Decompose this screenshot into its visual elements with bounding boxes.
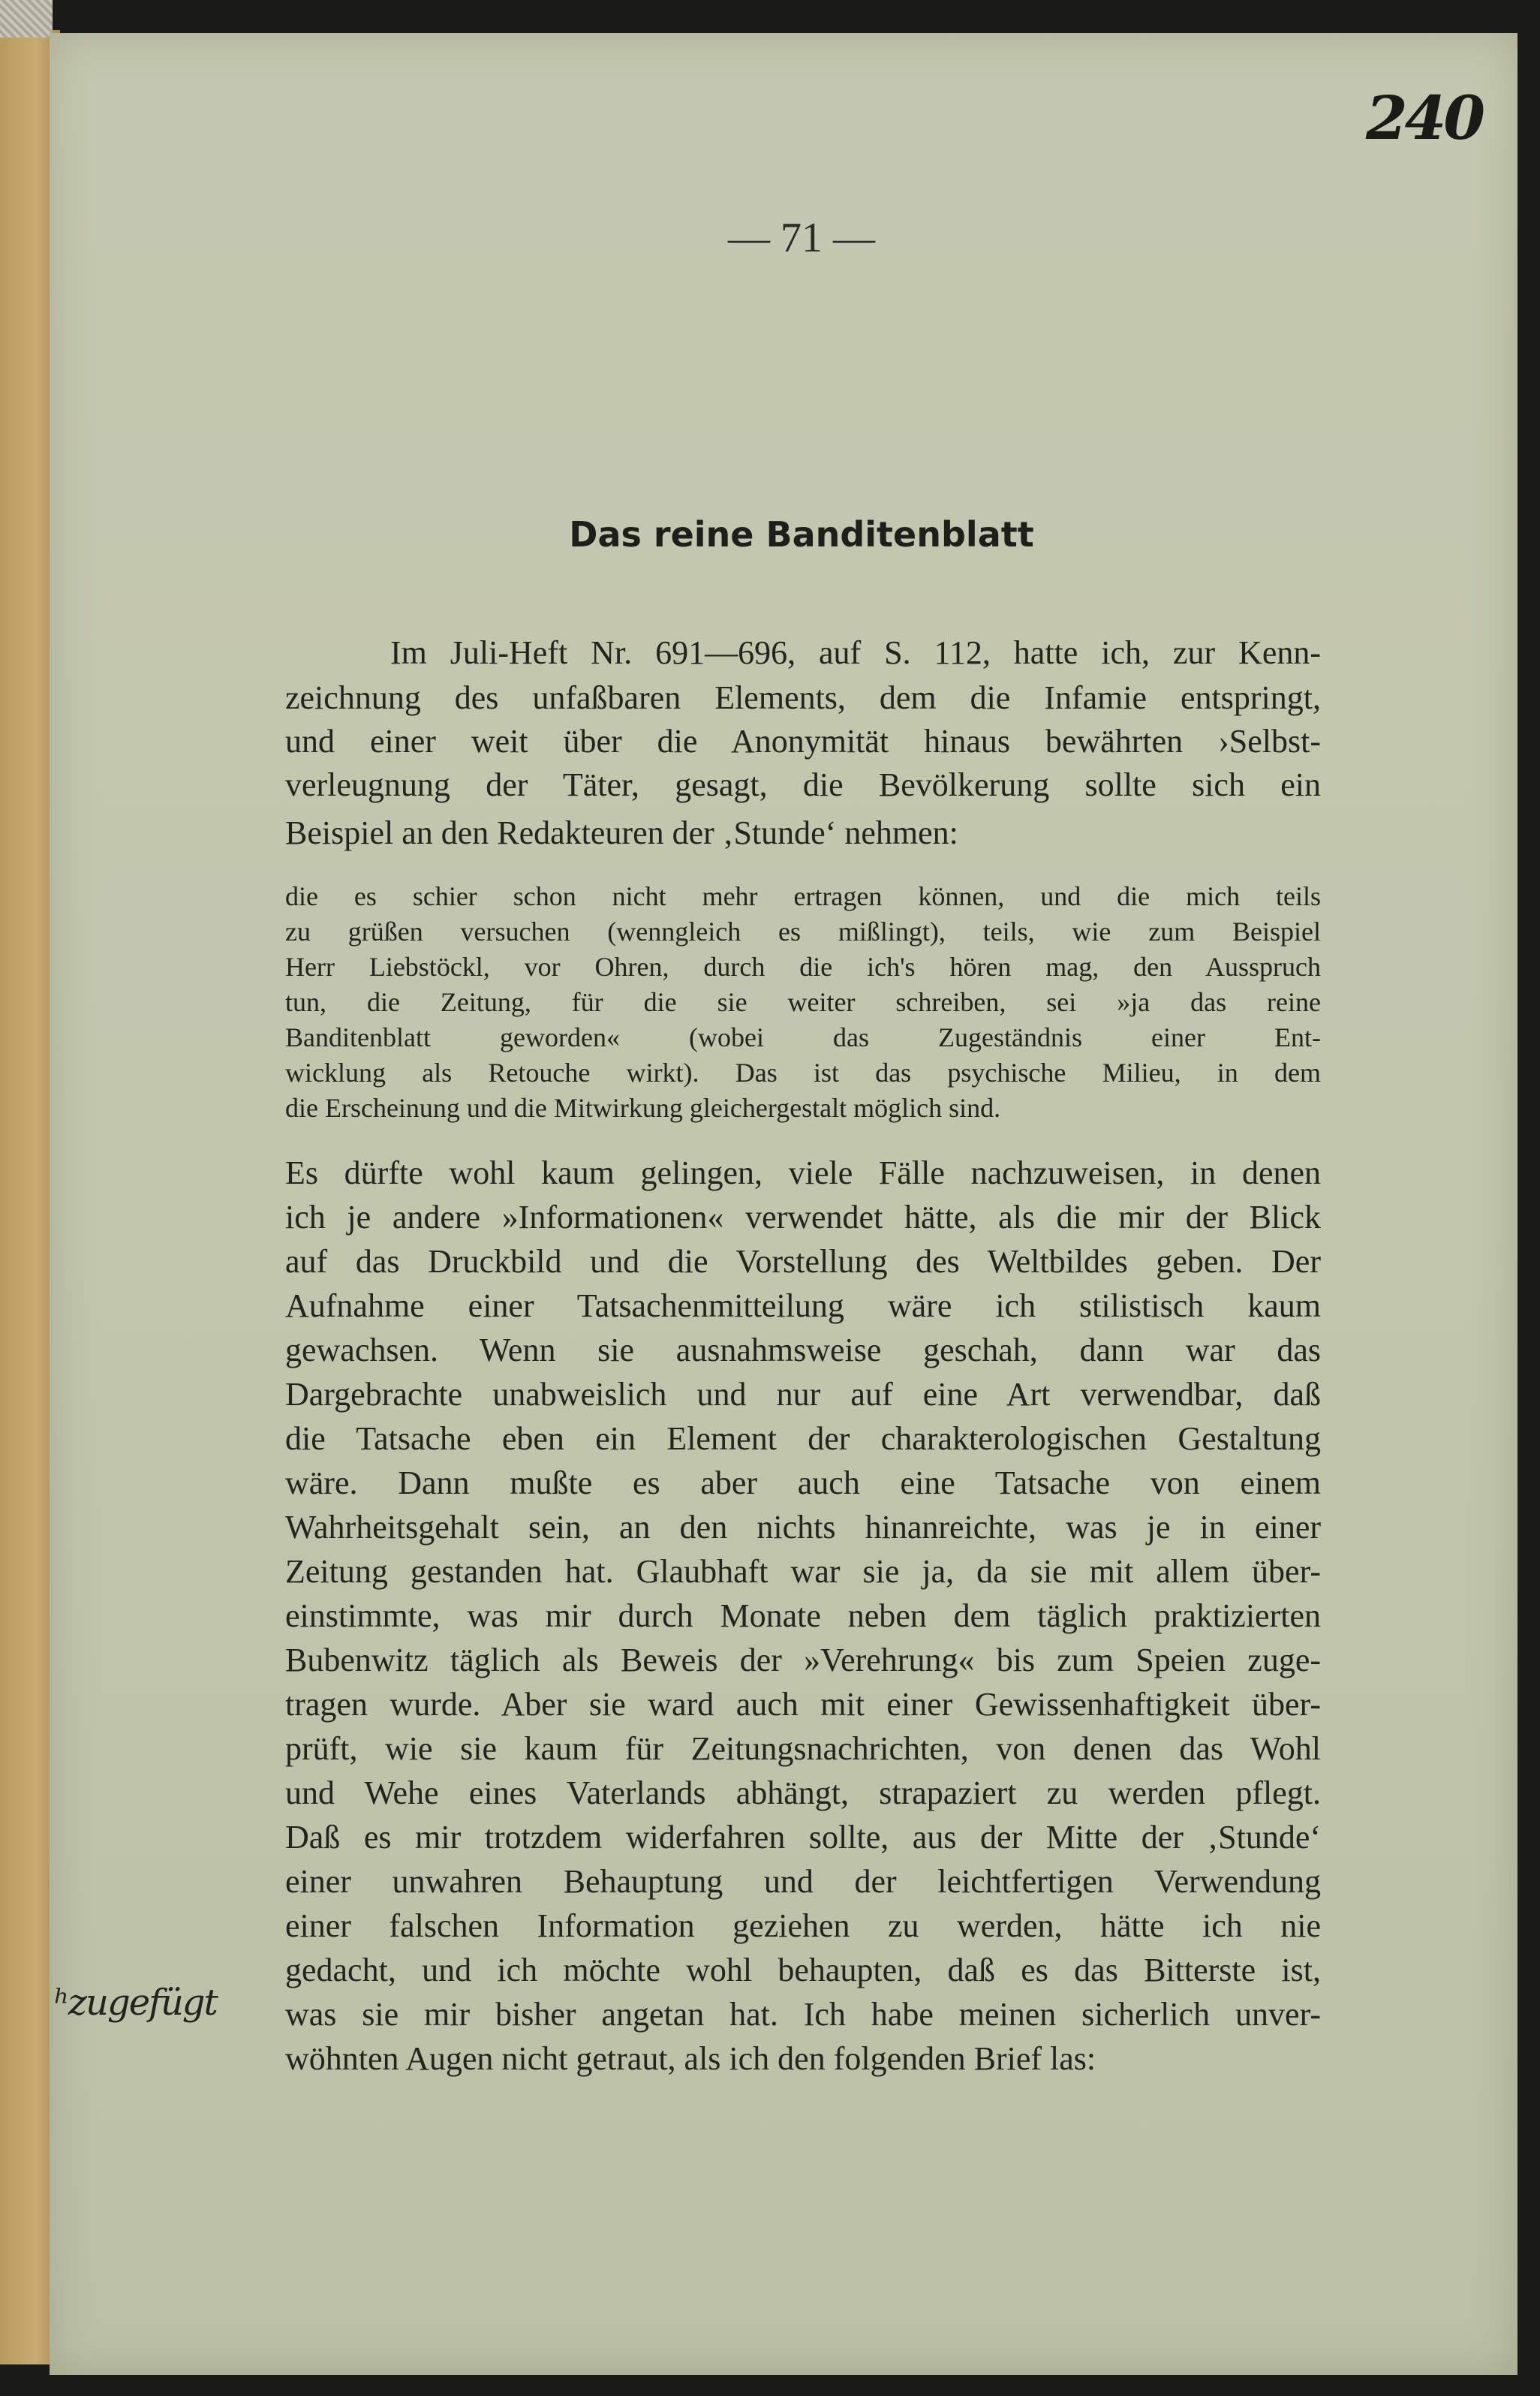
- text-line: und einer weit über die Anonymität hinaus bewährten ›Selbst-: [285, 723, 1321, 760]
- text-line: Es dürfte wohl kaum gelingen, viele Fälle nachzuweisen, in denen: [285, 1154, 1321, 1191]
- text-line: was sie mir bisher angetan hat. Ich habe meinen sicherlich unver-: [285, 1996, 1321, 2033]
- torn-corner: [0, 0, 53, 38]
- text-line: Bubenwitz täglich als Beweis der »Verehrung« bis zum Speien zuge-: [285, 1642, 1321, 1678]
- text-line: Zeitung gestanden hat. Glaubhaft war sie ja, da sie mit allem über-: [285, 1553, 1321, 1590]
- text-line: gedacht, und ich möchte wohl behaupten, daß es das Bitterste ist,: [285, 1952, 1321, 1988]
- text-line: Dargebrachte unabweislich und nur auf eine Art verwendbar, daß: [285, 1376, 1321, 1413]
- quote-line: zu grüßen versuchen (wenngleich es mißlingt), teils, wie zum Beispiel: [285, 917, 1321, 947]
- text-line: Aufnahme einer Tatsachenmitteilung wäre ich stilistisch kaum: [285, 1287, 1321, 1324]
- text-line: Wahrheitsgehalt sein, an den nichts hinanreichte, was je in einer: [285, 1509, 1321, 1546]
- text-line: wöhnten Augen nicht getraut, als ich den folgenden Brief las:: [285, 2040, 1096, 2077]
- quote-line: Banditenblatt geworden« (wobei das Zugeständnis einer Ent-: [285, 1022, 1321, 1052]
- text-line: Daß es mir trotzdem widerfahren sollte, aus der Mitte der ‚Stunde‘: [285, 1819, 1321, 1856]
- folio-number: 240: [1366, 83, 1482, 153]
- article-heading: Das reine Banditenblatt: [569, 514, 1034, 555]
- quote-line: die es schier schon nicht mehr ertragen können, und die mich teils: [285, 881, 1321, 911]
- text-line: einer falschen Information geziehen zu werden, hätte ich nie: [285, 1907, 1321, 1944]
- text-line: Beispiel an den Redakteuren der ‚Stunde‘ nehmen:: [285, 814, 958, 851]
- text-line: tragen wurde. Aber sie ward auch mit einer Gewissenhaftigkeit über-: [285, 1686, 1321, 1723]
- page-number: — 71 —: [728, 215, 875, 261]
- text-line: einer unwahren Behauptung und der leichtfertigen Verwendung: [285, 1863, 1321, 1900]
- handwritten-margin-note: ʰzugefügt: [54, 1982, 217, 2024]
- text-line: einstimmte, was mir durch Monate neben dem täglich praktizierten: [285, 1597, 1321, 1634]
- quote-line: wicklung als Retouche wirkt). Das ist das psychische Milieu, in dem: [285, 1058, 1321, 1088]
- quote-line: tun, die Zeitung, für die sie weiter schreiben, sei »ja das reine: [285, 987, 1321, 1017]
- text-line: wäre. Dann mußte es aber auch eine Tatsache von einem: [285, 1464, 1321, 1501]
- text-line: prüft, wie sie kaum für Zeitungsnachrichten, von denen das Wohl: [285, 1730, 1321, 1767]
- text-line: Im Juli-Heft Nr. 691—696, auf S. 112, hatte ich, zur Kenn-: [390, 634, 1321, 671]
- text-line: und Wehe eines Vaterlands abhängt, strapaziert zu werden pflegt.: [285, 1774, 1321, 1811]
- text-line: verleugnung der Täter, gesagt, die Bevölkerung sollte sich ein: [285, 766, 1321, 803]
- text-line: zeichnung des unfaßbaren Elements, dem die Infamie entspringt,: [285, 679, 1321, 716]
- text-line: die Tatsache eben ein Element der charakterologischen Gestaltung: [285, 1420, 1321, 1457]
- text-line: gewachsen. Wenn sie ausnahmsweise geschah, dann war das: [285, 1332, 1321, 1368]
- text-line: ich je andere »Informationen« verwendet hätte, als die mir der Blick: [285, 1199, 1321, 1236]
- quote-line: die Erscheinung und die Mitwirkung gleichergestalt möglich sind.: [285, 1093, 1001, 1123]
- text-line: auf das Druckbild und die Vorstellung des Weltbildes geben. Der: [285, 1243, 1321, 1280]
- quote-line: Herr Liebstöckl, vor Ohren, durch die ich's hören mag, den Ausspruch: [285, 952, 1321, 982]
